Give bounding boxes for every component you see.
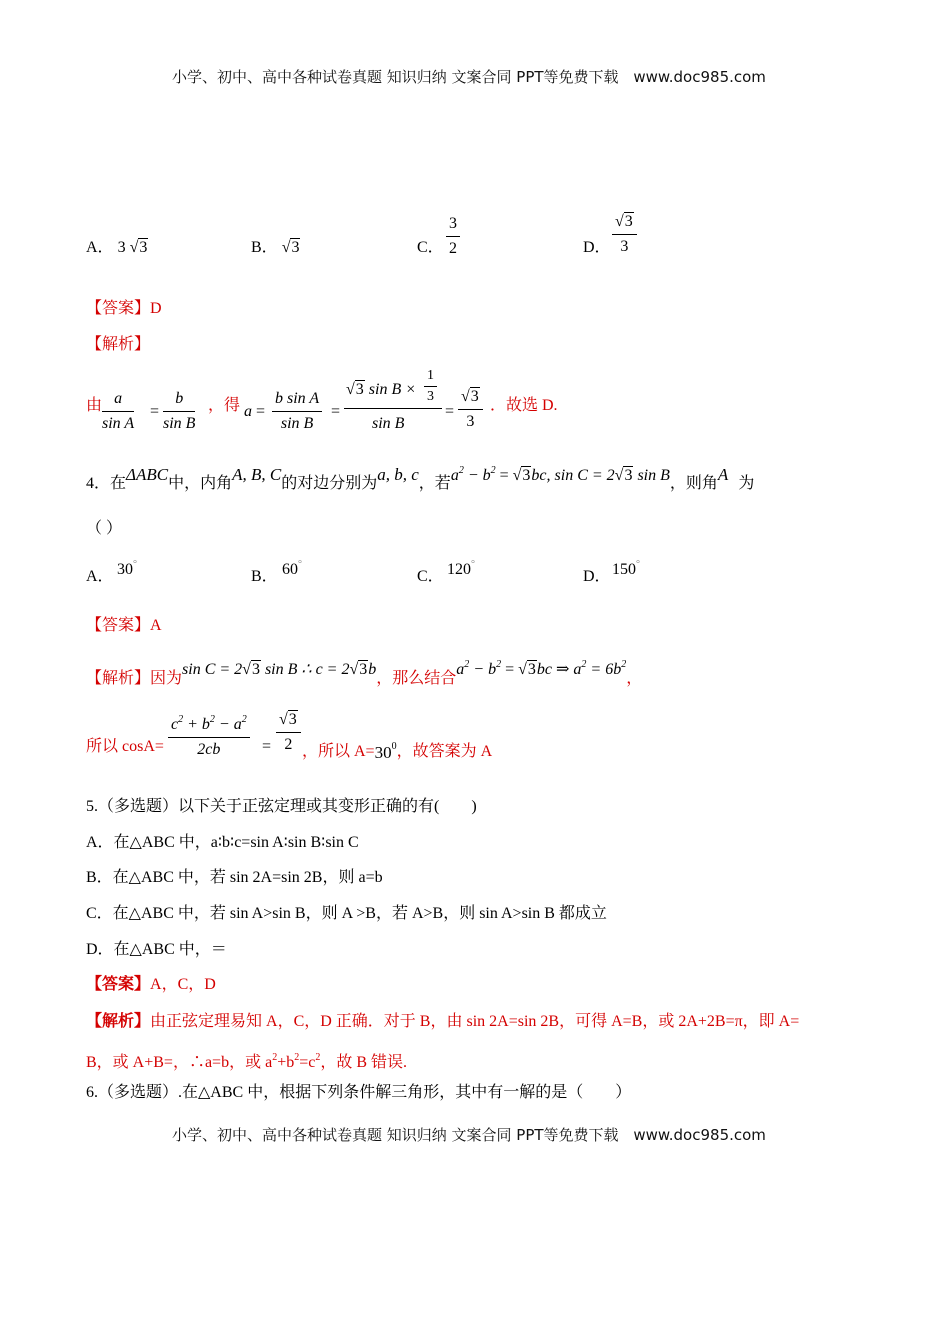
- q3-sol-fraction-1: a sin A: [102, 390, 135, 432]
- q3-option-a: A． 3 √3: [86, 239, 148, 256]
- q3-option-d-fraction: √3 3: [612, 212, 637, 257]
- footer-text: 小学、初中、高中各种试卷真题 知识归纳 文案合同 PPT等免费下载: [172, 1126, 619, 1144]
- q5-analysis-line-1: 【解析】由正弦定理易知 A，C，D 正确．对于 B，由 sin 2A=sin 2B，可得 A=B，或 2A+2B=π，即 A=: [86, 1013, 800, 1030]
- q4-stem: 4．在ΔABC中，内角A, B, C的对边分别为a, b, c，若$a^2 - b^2 = √3bc$, sin C = 2√3 sin B，则角A 为: [86, 465, 755, 492]
- q3-sol-eq-4: =: [445, 403, 455, 420]
- q3-answer: 【答案】D: [86, 300, 162, 317]
- q4-option-c: 120°: [447, 559, 475, 578]
- q4-option-d: 150°: [612, 559, 640, 578]
- q3-sol-a: a =: [244, 403, 266, 420]
- q3-option-c-label: C．: [417, 239, 444, 256]
- q3-option-c-fraction: 3 2: [446, 214, 460, 259]
- q5-analysis-line-2: B，或 A+B=，∴a=b，或 $a^2+b^2=c^2$，故 B 错误.: [86, 1052, 408, 1071]
- q4-sol-eq: =: [262, 738, 272, 755]
- q5-option-c: C．在△ABC 中，若 sin A>sin B，则 A >B，若 A>B，则 sin A>sin B 都成立: [86, 905, 607, 922]
- q4-option-b-label: B．: [251, 568, 278, 585]
- q3-option-d-label: D．: [583, 239, 611, 256]
- header-text: 小学、初中、高中各种试卷真题 知识归纳 文案合同 PPT等免费下载: [172, 68, 619, 86]
- q4-sol-fraction: $c^2 + b^2 - a^2$ 2cb: [168, 710, 250, 760]
- q5-stem: 5.（多选题）以下关于正弦定理或其变形正确的有( ): [86, 798, 477, 815]
- q4-sol-eq-2: $a^2 - b^2 = √3bc$ ⇒ $a^2 = 6b^2$: [456, 659, 627, 678]
- q4-sol-fraction-2: √3 2: [276, 710, 301, 755]
- q3-analysis-label: 【解析】: [86, 336, 151, 353]
- q4-paren: （ ）: [86, 520, 123, 537]
- q3-sol-fraction-4: √3 sin B × 1 3 sin B: [344, 368, 444, 438]
- q3-sol-you: 由: [86, 397, 103, 414]
- page-footer: [172, 1124, 766, 1145]
- footer-url[interactable]: www.doc985.com: [633, 1126, 766, 1144]
- q3-sol-eq-3: =: [331, 403, 341, 420]
- q4-option-a-label: A．: [86, 568, 114, 585]
- q4-option-b: 60°: [282, 559, 302, 578]
- q4-condition: $a^2 - b^2 = √3bc$, sin C = 2√3 sin B: [450, 465, 670, 484]
- header-url[interactable]: www.doc985.com: [633, 68, 766, 86]
- q3-sol-fraction-5: √3 3: [458, 387, 483, 432]
- q4-sol-tail: ，所以 $A=30^0$，故答案为 A: [302, 741, 493, 762]
- q4-option-d-label: D．: [583, 568, 611, 585]
- q4-option-a: 30°: [117, 559, 137, 578]
- q3-sol-de: ，得: [208, 397, 241, 414]
- q6-stem: 6.（多选题）.在△ABC 中，根据下列条件解三角形，其中有一解的是（ ）: [86, 1084, 632, 1101]
- q3-sol-end: ．故选 D.: [490, 397, 558, 414]
- q3-sol-fraction-2: b sin B: [163, 390, 196, 432]
- q5-option-d: D．在△ABC 中，＝: [86, 941, 227, 958]
- q4-analysis: 【解析】因为sin C = 2√3 sin B ∴ c = 2√3b，那么结合$a^2 - b^2 = √3bc$ ⇒ $a^2 = 6b^2$，: [86, 659, 643, 687]
- q4-sol-eq-1: sin C = 2√3 sin B ∴ c = 2√3b: [182, 661, 377, 678]
- q4-option-c-label: C．: [417, 568, 444, 585]
- q5-option-a: A．在△ABC 中，a∶b∶c=sin A∶sin B∶sin C: [86, 834, 359, 851]
- page-header: [172, 66, 766, 87]
- q4-sol-cos: 所以 cosA=: [86, 738, 164, 755]
- q5-answer: 【答案】A，C，D: [86, 976, 216, 993]
- q5-option-b: B．在△ABC 中，若 sin 2A=sin 2B，则 a=b: [86, 869, 383, 886]
- q3-sol-eq-1: =: [150, 403, 160, 420]
- q4-answer: 【答案】A: [86, 617, 162, 634]
- q3-sol-fraction-3: b sin A sin B: [272, 389, 322, 434]
- q3-option-b: B． √3: [251, 239, 300, 256]
